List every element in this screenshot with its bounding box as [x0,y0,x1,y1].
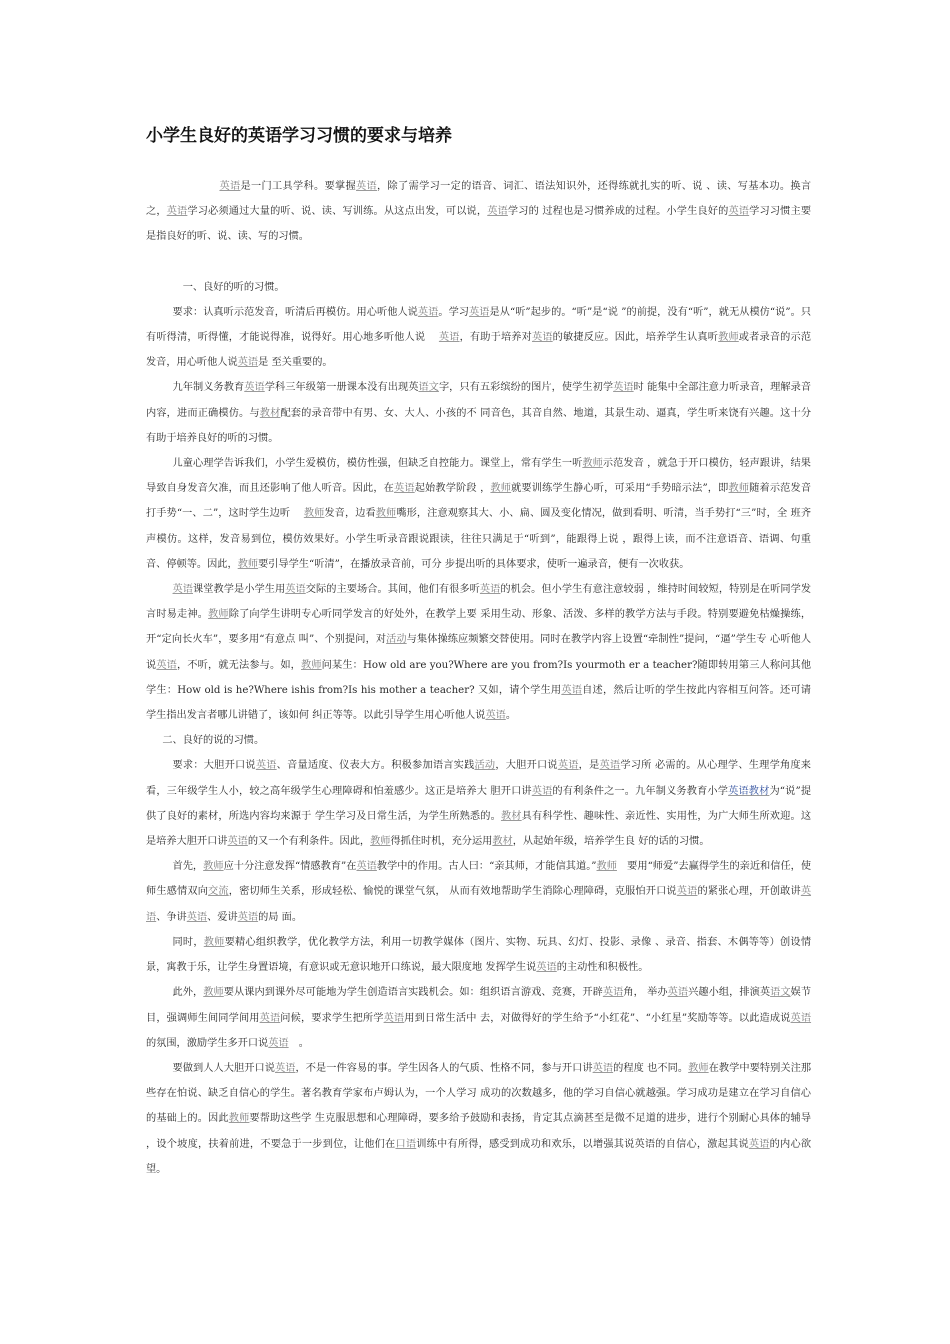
keyword-link[interactable]: 交流 [208,886,229,898]
keyword-link[interactable]: 教师 [596,861,617,873]
text-run: 是从“听”起步的。“听”是“说 ”的前提，没有“听”，就无从模仿“说”。只有听得清，听得懂，才能说得准，说得好。用心地多听他人说 [146,306,812,344]
text-run: 、爱讲 [207,911,238,923]
text-run: 学科三年级第一册课本没有出现英 [264,382,419,394]
text-run: 娱节目，强调师生间同学间用 [146,987,812,1024]
text-run: 为“说”提供了良好的素材，所选内容均来源于 学生学习及日常生活，为学生所熟悉的。 [146,785,812,822]
keyword-link[interactable]: 英语 [237,911,259,923]
keyword-link[interactable]: 教材 [259,407,281,419]
keyword-link[interactable]: 英语 [487,206,508,218]
keyword-link[interactable]: 教师 [300,659,322,671]
keyword-link[interactable]: 英语 [255,760,277,772]
text-run: 的机会。但小学生有意注意较弱 ，维持时间较短，特别是在听同学发言时易走神。 [146,584,812,621]
text-run: 得抓住时机，充分运用 [390,836,493,848]
keyword-link[interactable]: 教师 [728,483,750,495]
keyword-link[interactable]: 英语 [748,1138,770,1150]
keyword-link[interactable]: 英语 [599,760,621,772]
text-run: 的内心欲望。 [146,1138,812,1175]
keyword-link[interactable]: 教师 [203,936,225,948]
text-run: 配套的录音带中有男、女、大人、小孩的不 同音色，其音自然、地道，其景生动、逼真，学生听来饶有兴趣。这十分有助于培养良好的听的习惯。 [146,407,812,444]
keyword-link[interactable]: 英语 [186,911,208,923]
text-run: 一、良好的听的习惯。 [182,281,285,293]
text-run: 学习所 必需的。从心理学、生理学角度来看，三年级学生人小，较之高年级学生心理障碍和怕羞感少。这正是培养大 胆开口讲 [146,760,811,797]
paragraph [146,930,811,980]
keyword-link[interactable]: 教师 [718,332,739,344]
keyword-link[interactable]: 活动 [386,634,407,646]
keyword-link[interactable]: 英语 [592,1062,614,1074]
text-run: 的有利条件之一。九年制义务教育小学 [552,785,729,797]
keyword-link[interactable]: 教师 [688,1062,709,1074]
text-run: 随着示范发音打手势“一、二”，这时学生边听 [146,483,812,520]
keyword-link[interactable]: 教材 [500,810,522,822]
keyword-link[interactable]: 教师 [375,508,397,520]
section-heading [146,275,811,300]
text-run: 训练中有所得，感受到成功和欢乐，以增强其说英语的自信心，激起其说 [416,1138,749,1150]
keyword-link[interactable]: 语文 [770,987,791,999]
text-run: 。 [288,1037,309,1049]
text-run: 角， 举办 [623,987,668,999]
text-run: 交际的主要场合。其间，他们有很多听 [305,584,480,596]
text-run: 同时， [172,936,204,948]
keyword-link[interactable]: 教师 [203,861,224,873]
text-run: 二、良好的说的习惯。 [162,735,265,747]
keyword-link[interactable]: 英语 [536,962,557,974]
keyword-link[interactable]: 英语 [394,483,415,495]
keyword-link[interactable]: 英语 [485,710,506,722]
paragraph [146,854,811,930]
keyword-link[interactable]: 英语 [237,357,259,369]
text-run: ，有助于培养对 [459,332,532,344]
text-run: 是 至关重要的。 [258,357,333,369]
text-run: 的主动性和积极性。 [556,962,649,974]
keyword-link[interactable]: 英语 [383,1012,405,1024]
text-run: 要帮助这些学 生克服思想和心理障碍，要多给予鼓励和表扬，肯定其点滴甚至是微不足道的进步，进行个别耐心具体的辅导 ，设个坡度，扶着前进，不要急于一步到位，让他们在 [146,1113,812,1150]
keyword-link[interactable]: 英语 [285,584,306,596]
text-run: 的紧张心理，开创敢讲 [697,886,801,898]
document-body [146,174,811,1182]
text-run: 问候，要求学生把所学 [280,1012,384,1024]
paragraph-spacer [146,250,811,275]
paragraph [146,577,811,728]
text-run: 字，只有五彩缤纷的图片，使学生初学 [438,382,614,394]
keyword-link[interactable]: 口语 [395,1138,417,1150]
text-run: 用到日常生活中 去，对做得好的学生给予“小红花”、“小红星”奖励等等。以此造成说 [404,1012,791,1024]
keyword-link[interactable]: 英语 [557,760,579,772]
keyword-link[interactable]: 英语 [219,181,241,192]
text-run: 示范发音 ，就急于开口模仿，轻声跟讲，结果导致自身发音欠准，而且还影响了他人听音。因此，在 [146,458,811,495]
keyword-link[interactable]: 语文 [418,382,439,394]
keyword-link[interactable]: 教师 [582,458,603,470]
text-run: 要求：大胆开口说 [172,760,256,772]
keyword-link[interactable]: 英语 [602,987,624,999]
keyword-link[interactable]: 教师 [228,1113,250,1125]
paragraph [146,1056,811,1182]
text-run: ，除了需学习一定的语音、词汇、语法知识外，还得练就扎实的听、说 、读、写基本功。换言之， [146,181,812,218]
section-heading [146,728,811,753]
keyword-link[interactable]: 教师 [370,836,391,848]
text-run: 的程度 也不同。 [613,1062,689,1074]
keyword-link[interactable]: 英语 [172,584,194,596]
keyword-link[interactable]: 英语 [227,836,248,848]
text-run: 此外， [172,987,204,999]
text-run: 的又一个有利条件。因此， [247,836,371,848]
keyword-link[interactable]: 教师 [303,508,325,520]
text-run: 要用“师爱”去赢得学生的亲近和信任，使师生感情双向 [146,861,812,898]
text-run: 学习的 过程也是习惯养成的过程。小学生良好的 [507,206,729,218]
text-run: 起始教学阶段 ， [414,483,491,495]
paragraph [146,753,811,854]
keyword-link[interactable]: 英语 [356,861,377,873]
text-run: 首先， [172,861,204,873]
paragraph [146,174,811,250]
keyword-link[interactable]: 活动 [474,760,496,772]
keyword-link[interactable]: 教师 [203,987,224,999]
text-run: 要做到人人大胆开口说 [172,1062,275,1074]
text-run: ，密切师生关系，形成轻松、愉悦的课堂气氛， 从而有效地帮助学生消除心理障碍，克服怕开口说 [228,886,677,898]
text-run: 兴趣小组，排演英 [688,987,771,999]
paragraph [146,300,811,376]
text-run: 要求：认真听示范发音，听清后再模仿。用心听他人说 [172,306,418,318]
text-run: ，是 [578,760,600,772]
text-run: 的局 面。 [258,911,303,923]
keyword-link[interactable]: 英语 [469,306,490,318]
text-run: ，从起始年级，培养学生良 好的话的习惯。 [512,836,710,848]
keyword-link[interactable]: 英语 [156,659,178,671]
keyword-link[interactable]: 英语 [613,382,634,394]
keyword-link[interactable]: 英语 [259,1012,281,1024]
text-run: 发音，边看 [324,508,376,520]
text-run: 、争讲 [156,911,187,923]
keyword-link[interactable]: 英语 [790,1012,812,1024]
text-run: 要引导学生“听清”，在播放录音前，可分 步提出听的具体要求，使听一遍录音，便有一次收获。 [258,558,690,570]
paragraph [146,980,811,1056]
keyword-link[interactable]: 英语 [166,206,188,218]
text-run: ，不是一件容易的事。学生因各人的气质、性格不同，参与开口讲 [295,1062,593,1074]
text-run: 是一门工具学科。要掌握 [240,181,357,192]
text-run: 应十分注意发挥“情感教育”在 [223,861,357,873]
text-run: 九年制义务教育 [172,382,245,394]
keyword-link[interactable]: 英语 [438,332,460,344]
keyword-link[interactable]: 教师 [208,609,229,621]
text-run: 就要训练学生静心听，可采用“手势暗示法”，即 [511,483,729,495]
keyword-link[interactable]: 英语 [561,684,583,696]
text-run: 、音量适度、仪表大方。积极参加语言实践 [276,760,475,772]
text-run: 除了向学生讲明专心听同学发言的好处外，在教学上要 采用生动、形象、活泼、多样的教学方法与手段。特别要避免枯燥操练，开“定向长火车”，要多用“有意点 叫”、个别提问，对 [146,609,812,646]
keyword-link[interactable]: 英语 [417,306,439,318]
keyword-link[interactable]: 英语 [676,886,698,898]
text-run: 。 [505,710,516,722]
keyword-link[interactable]: 教师 [237,558,259,570]
text-run: 与集体操练应频繁交替使用。同时在教学内容上设置“牵制性”提问，“逼”学生专 心听他人说 [146,634,812,671]
text-run: 课堂教学是小学生用 [193,584,286,596]
keyword-link[interactable]: 英语 [146,886,812,923]
keyword-link[interactable]: 英语 [479,584,501,596]
paragraph [146,375,811,451]
text-run: 要从课内到课外尽可能地为学生创造语言实践机会。如：组织语言游戏、竞赛，开辟 [223,987,603,999]
text-run: 学习习惯主要是指良好的听、说、读、写的习惯。 [146,206,812,243]
paragraph [146,451,811,577]
text-run: 。学习 [438,306,470,318]
text-run: 学习必须通过大量的听、说、读、写训练。从这点出发，可以说， [187,206,488,218]
text-run: 具有科学性、趣味性、亲近性、实用性，为广大师生所欢迎。这 是培养大胆开口讲 [146,810,812,848]
text-run: 在教学中要特别关注那些存在怕说、缺乏自信心的学生。著名教育学家布卢姆认为，一个人学习 成功的次数越多，他的学习自信心就越强。学习成功是建立在学习自信心的基础上的。因此 [146,1062,812,1125]
text-run: ，大胆开口说 [495,760,558,772]
keyword-link[interactable]: 英语 [268,1037,289,1049]
text-run: 的氛围，激励学生多开口说 [146,1037,269,1049]
text-run: 问某生：How old are you?Where are you from?Is yourmoth er a teacher?随即转用第三人称问其他学生：How old is he?Where ishis from?Is his mother a teacher? 又如，请个学生用 [146,659,812,696]
keyword-link[interactable]: 英语教材 [728,785,770,797]
text-run: 自述，然后让听的学生按此内容相互问答。还可请学生指出发言者哪儿讲错了，该如何 纠正等等。以此引导学生用心听他人说 [146,684,811,722]
keyword-link[interactable]: 英语 [356,181,378,192]
text-run: 的敏捷反应。因此，培养学生认真听 [552,332,719,344]
document-title: 小学生良好的英语学习习惯的要求与培养 [146,126,452,146]
keyword-link[interactable]: 英语 [531,332,553,344]
keyword-link[interactable]: 英语 [244,382,265,394]
keyword-link[interactable]: 英语 [728,206,750,218]
keyword-link[interactable]: 英语 [274,1062,296,1074]
text-run: 或者录音的示范发音，用心听他人说 [146,332,812,369]
keyword-link[interactable]: 教材 [492,836,513,848]
text-run: 要精心组织教学，优化教学方法，利用一切教学媒体（图片、实物、玩具、幻灯、投影、录像 、录音、指套、木偶等等）创设情景，寓教于乐，让学生身置语境，有意识或无意识地开口练说，最大限度地 发挥学生说 [146,936,812,974]
text-run: 教学中的作用。古人曰：“亲其师，才能信其道。” [376,861,597,873]
text-run: ，不听，就无法参与。如， [177,659,301,671]
text-run: 嘴形，注意观察其大、小、扁、圆及变化情况，做到看明、听清，当手势打“三”时，全 班齐声模仿。这样，发音易到位，模仿效果好。小学生听录音跟说跟读，往往只满足于“听到”，能跟得上说 ，跟得上读，而不注意语音、语调、句重音、停顿等。因此， [146,508,812,570]
keyword-link[interactable]: 教师 [490,483,512,495]
keyword-link[interactable]: 英语 [667,987,689,999]
text-run: 时 能集中全部注意力听录音，理解录音内容，进而正确模仿。与 [146,382,812,419]
keyword-link[interactable]: 英语 [531,785,553,797]
text-run: 儿童心理学告诉我们，小学生爱模仿，模仿性强，但缺乏自控能力。课堂上，常有学生一听 [172,458,583,470]
